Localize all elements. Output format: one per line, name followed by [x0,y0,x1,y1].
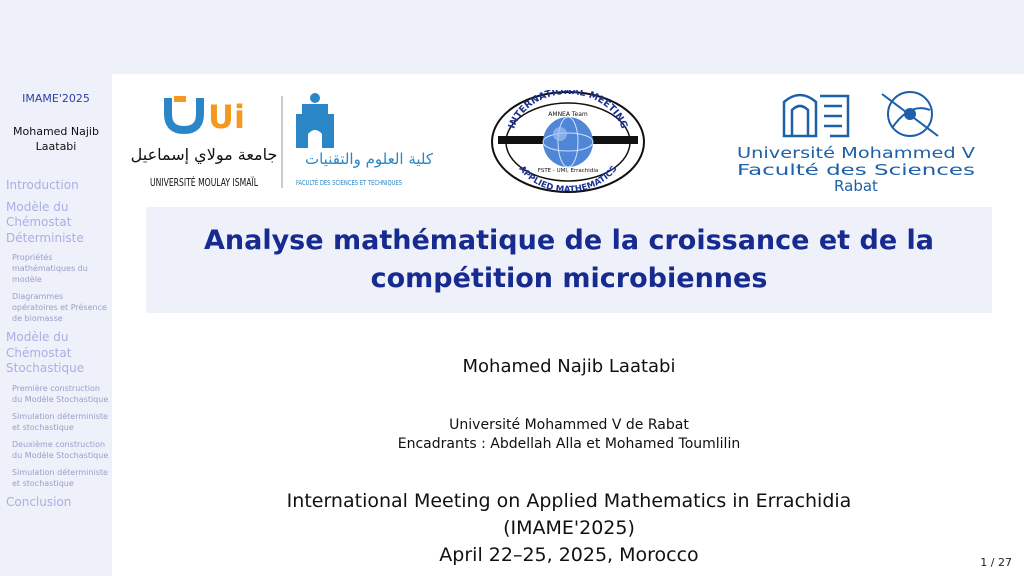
seal-top-text: INTERNATIONAL MEETING [506,90,630,131]
umv-name: Université Mohammed V [737,144,976,162]
umv-faculty: Faculté des Sciences [737,161,976,179]
supervisors: Encadrants : Abdellah Alla et Mohamed Toumlilin [397,436,741,452]
affiliation: Université Mohammed V de Rabat [449,417,689,433]
nav-section-deterministic[interactable]: Modèle du Chémostat Déterministe [6,199,84,245]
umi-arabic: جامعة مولاي إسماعيل [130,145,278,164]
seal-bottom-text: APPLIED MATHEMATICS [516,164,620,194]
sidebar-nav [6,178,110,516]
nav-section-conclusion[interactable]: Conclusion [6,494,72,509]
event-block [146,488,992,569]
affiliation-block [146,416,992,454]
sidebar-conference[interactable]: IMAME'2025 [22,92,90,105]
nav-subsection[interactable]: Première construction du Modèle Stochastique [12,383,109,404]
nav-section-introduction[interactable]: Introduction [6,178,79,192]
event-acronym: (IMAME'2025) [503,517,635,539]
page-number: 1 / 27 [980,556,1012,569]
slide-title: Analyse mathématique de la croissance et de la compétition microbiennes [203,225,934,294]
event-date: April 22–25, 2025, Morocco [439,544,699,566]
sidebar-author[interactable] [0,124,112,154]
nav-subsection[interactable]: Propriétés mathématiques du modèle [12,253,88,284]
presenter-name: Mohamed Najib Laatabi [462,356,676,377]
seal-team: AMNEA Team [548,111,588,118]
umi-name: UNIVERSITÉ MOULAY ISMAÏL [150,176,259,189]
fst-gate-icon [296,93,334,148]
sidebar [0,74,112,576]
header-band [0,0,1024,74]
nav-subsection[interactable]: Deuxième construction du Modèle Stochastique [12,439,109,460]
umv-logo [732,88,980,195]
fst-name: FACULTÉ DES SCIENCES ET TECHNIQUES [296,179,439,187]
nav-subsection[interactable]: Simulation déterministe et stochastique [12,411,108,432]
umv-city: Rabat [834,177,878,195]
nav-section-stochastic[interactable]: Modèle du Chémostat Stochastique [6,330,85,375]
nav-subsection[interactable]: Diagrammes opératoires et Présence de biomasse [12,292,107,323]
fst-arabic: كلية العلوم والتقنيات [304,150,434,168]
fs-emblem-icon [882,92,938,136]
title-box [146,207,992,313]
umv-emblem-icon [784,95,848,136]
event-name: International Meeting on Applied Mathematics in Errachidia [286,490,852,512]
nav-subsection[interactable]: Simulation déterministe et stochastique [12,467,108,488]
seal-place: FSTE - UMI, Errachidia [537,168,599,174]
umi-fst-logo [130,90,439,194]
umi-letters: Ui [208,98,245,136]
sidebar-author-first: Mohamed Najib [13,125,99,138]
globe-icon [543,117,593,167]
meeting-seal-logo [490,90,646,194]
sidebar-author-last: Laatabi [35,140,77,153]
